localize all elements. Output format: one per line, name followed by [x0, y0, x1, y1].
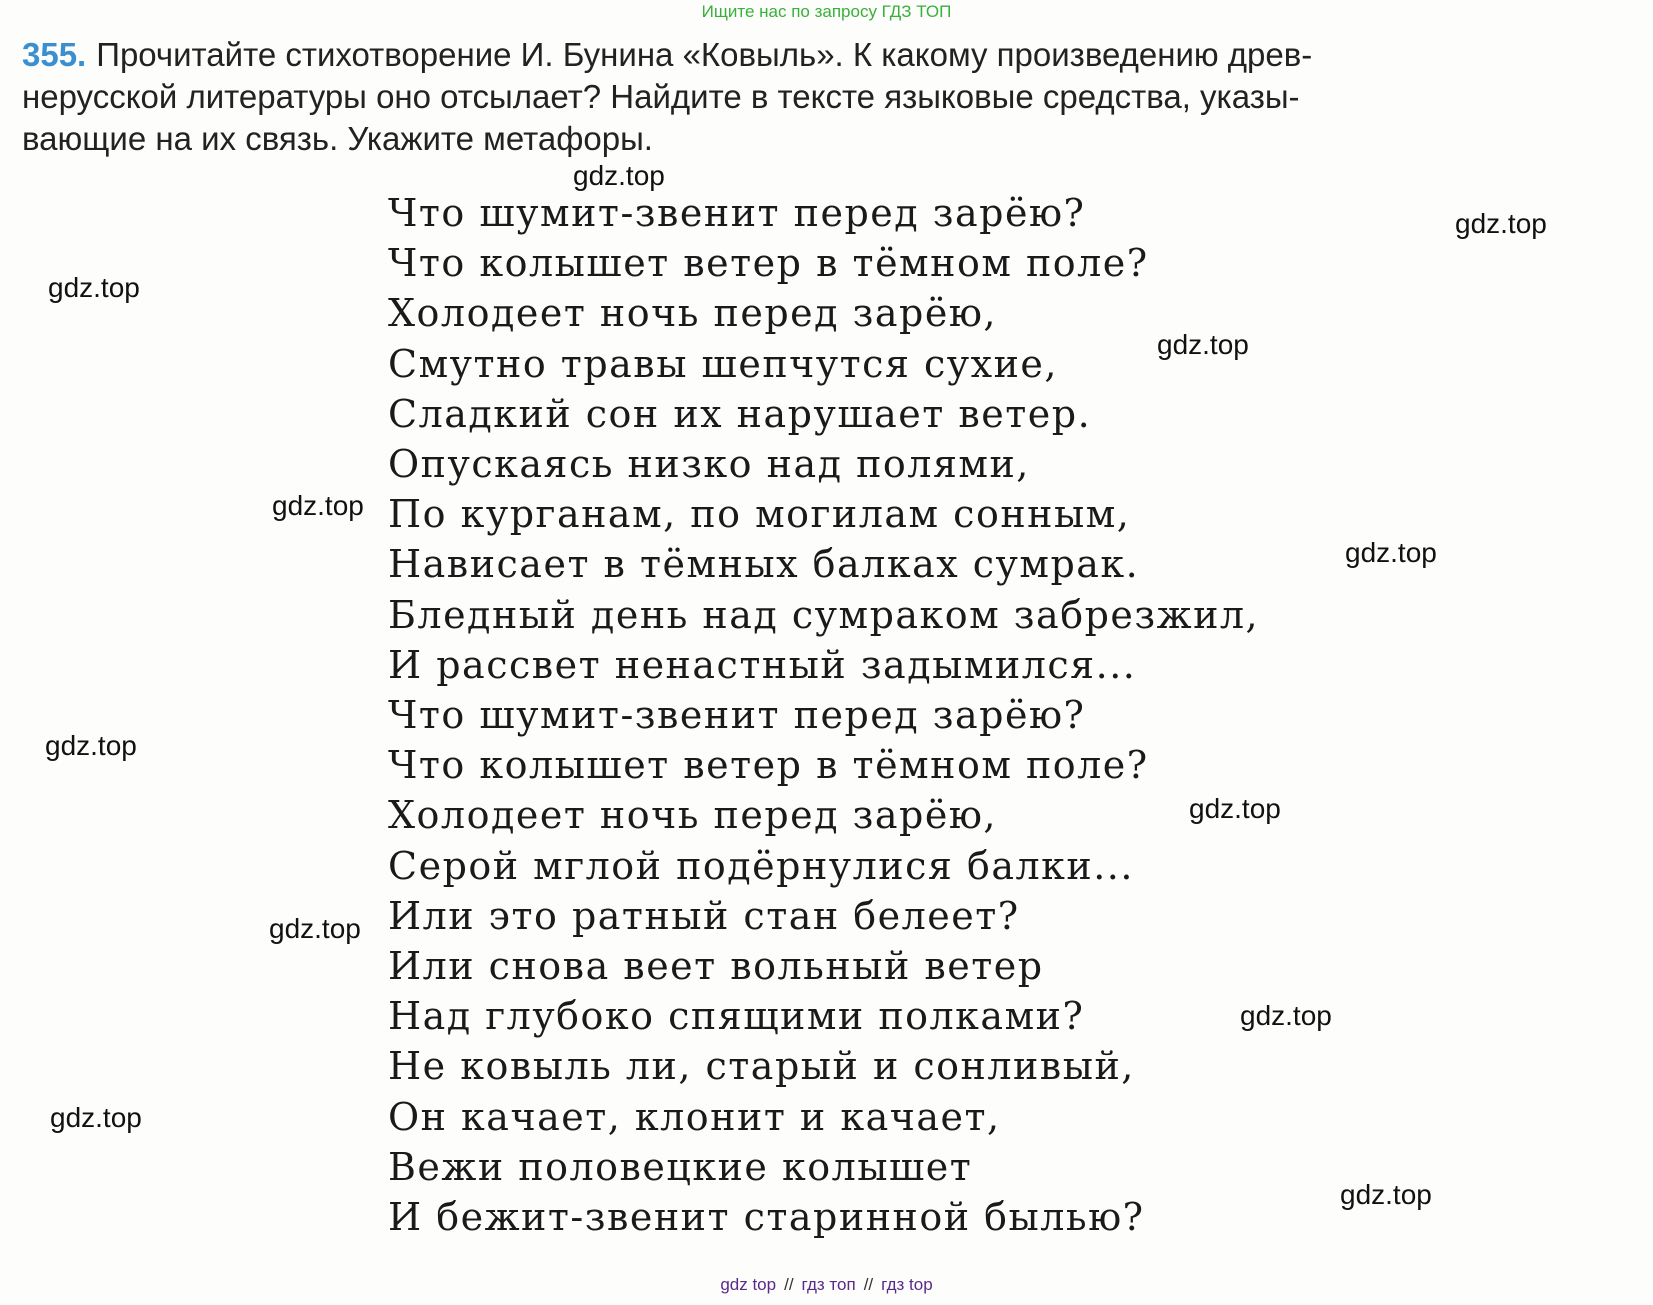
poem-line: Что шумит-звенит перед зарёю?: [388, 693, 1086, 738]
poem-line: Смутно травы шепчутся сухие,: [388, 341, 1058, 386]
watermark: gdz.top: [1345, 537, 1437, 568]
footer-links: [0, 1275, 1653, 1295]
watermark: gdz.top: [48, 272, 140, 303]
poem-line: Сладкий сон их нарушает ветер.: [388, 391, 1092, 436]
footer-link[interactable]: гдз топ: [801, 1275, 856, 1294]
watermark: gdz.top: [1189, 793, 1281, 824]
watermark: gdz.top: [1340, 1179, 1432, 1210]
watermark: gdz.top: [272, 490, 364, 521]
poem-line: Холодеет ночь перед зарёю,: [388, 291, 997, 336]
poem-line: И рассвет ненастный задымился...: [388, 642, 1137, 687]
poem-line: Не ковыль ли, старый и сонливый,: [388, 1044, 1135, 1089]
watermark: gdz.top: [1455, 208, 1547, 239]
footer-link[interactable]: гдз top: [881, 1275, 933, 1294]
footer-link[interactable]: gdz top: [720, 1275, 777, 1294]
poem-line: Что колышет ветер в тёмном поле?: [388, 743, 1149, 788]
task-line-2: нерусской литературы оно отсылает? Найдите в тексте языковые средства, указы-: [22, 78, 1300, 115]
footer-separator: //: [784, 1275, 794, 1294]
search-banner[interactable]: Ищите нас по запросу ГДЗ ТОП: [701, 2, 952, 21]
task-line-1: 355. Прочитайте стихотворение И. Бунина «Ковыль». К какому произведению древ-: [22, 36, 1313, 73]
watermark: gdz.top: [573, 160, 665, 191]
poem-line: Или это ратный стан белеет?: [388, 893, 1020, 938]
poem-line: Вежи половецкие колышет: [388, 1144, 973, 1189]
poem-line: Холодеет ночь перед зарёю,: [388, 793, 997, 838]
poem-line: Над глубоко спящими полками?: [388, 994, 1085, 1039]
watermark: gdz.top: [45, 730, 137, 761]
watermark: gdz.top: [50, 1102, 142, 1133]
poem-line: Он качает, клонит и качает,: [388, 1094, 1001, 1139]
watermark: gdz.top: [1157, 329, 1249, 360]
poem-line: Серой мглой подёрнулися балки...: [388, 843, 1134, 888]
task-number: 355.: [22, 36, 87, 73]
poem-line: И бежит-звенит старинной былью?: [388, 1195, 1145, 1240]
task-line-3: вающие на их связь. Укажите метафоры.: [22, 120, 653, 157]
poem-line: Что шумит-звенит перед зарёю?: [388, 191, 1086, 235]
poem-line: Нависает в тёмных балках сумрак.: [388, 542, 1140, 587]
poem-line: Или снова веет вольный ветер: [388, 944, 1044, 989]
poem-line: Опускаясь низко над полями,: [388, 442, 1030, 487]
poem: [388, 188, 1259, 1242]
watermark: gdz.top: [1240, 1000, 1332, 1031]
watermark: gdz.top: [269, 913, 361, 944]
footer-separator: //: [863, 1275, 874, 1294]
poem-line: По курганам, по могилам сонным,: [388, 492, 1131, 537]
poem-line: Бледный день над сумраком забрезжил,: [388, 592, 1260, 637]
poem-line: Что колышет ветер в тёмном поле?: [388, 241, 1149, 286]
task-text: [22, 34, 1612, 160]
